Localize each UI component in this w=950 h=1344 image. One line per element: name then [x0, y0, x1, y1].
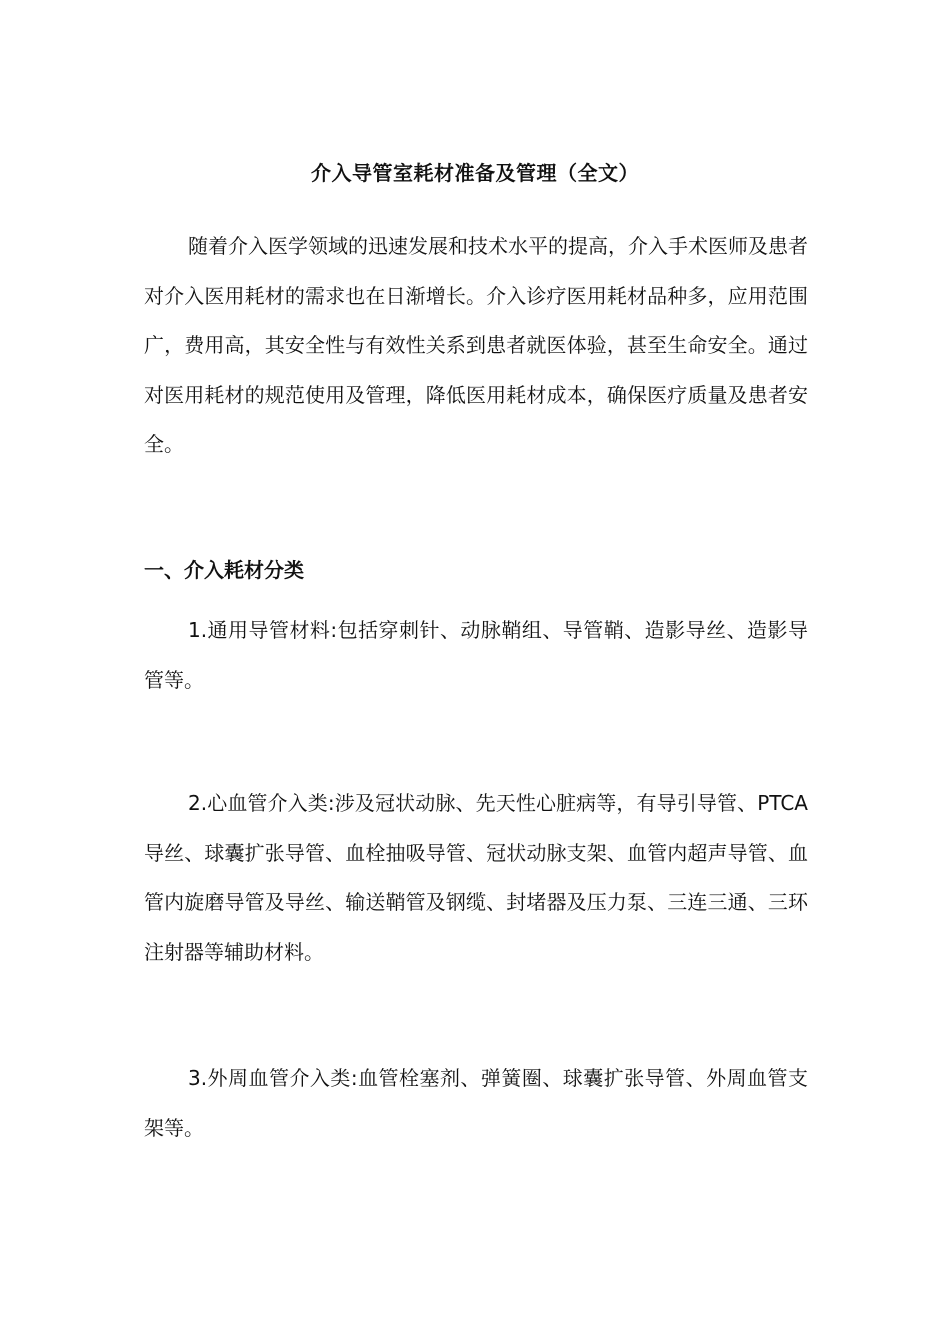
list-item: 3.外周血管介入类:血管栓塞剂、弹簧圈、球囊扩张导管、外周血管支架等。	[144, 1066, 808, 1140]
section-heading: 一、介入耗材分类	[144, 558, 304, 582]
list-item: 1.通用导管材料:包括穿刺针、动脉鞘组、导管鞘、造影导丝、造影导管等。	[144, 618, 808, 692]
list-item: 2.心血管介入类:涉及冠状动脉、先天性心脏病等，有导引导管、PTCA导丝、球囊扩张导管、血栓抽吸导管、冠状动脉支架、血管内超声导管、血管内旋磨导管及导丝、输送鞘管及钢缆、封堵器及压力泵、三连三通、三环注射器等辅助材料。	[144, 791, 808, 964]
intro-paragraph: 随着介入医学领域的迅速发展和技术水平的提高，介入手术医师及患者对介入医用耗材的需求也在日渐增长。介入诊疗医用耗材品种多，应用范围广，费用高，其安全性与有效性关系到患者就医体验，甚至生命安全。通过对医用耗材的规范使用及管理，降低医用耗材成本，确保医疗质量及患者安全。	[144, 234, 808, 456]
document-title: 介入导管室耗材准备及管理（全文）	[311, 161, 639, 186]
